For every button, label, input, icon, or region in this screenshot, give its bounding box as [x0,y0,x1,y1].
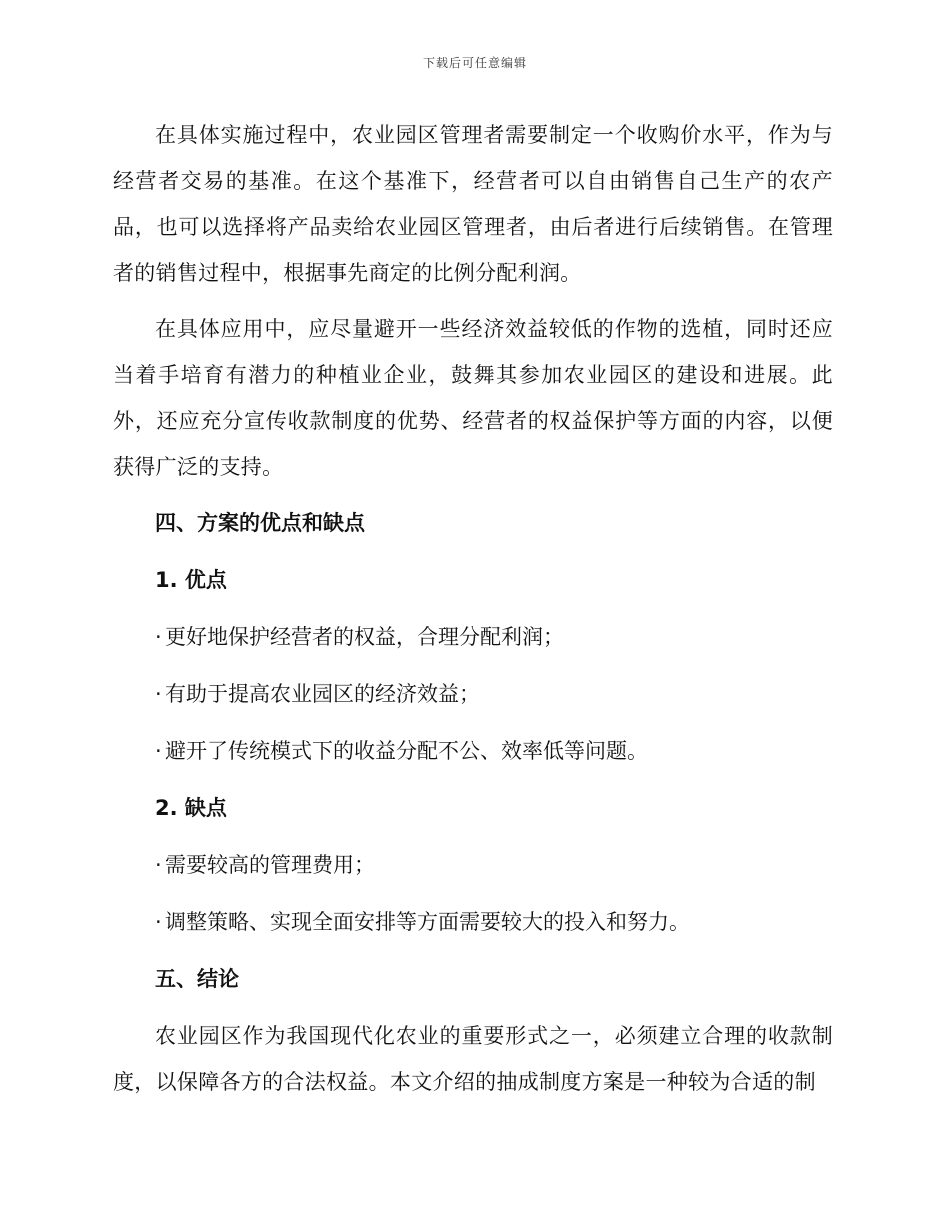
section-heading-conclusion: 五、结论 [155,967,239,991]
paragraph-application: 在具体应用中，应尽量避开一些经济效益较低的作物的选植，同时还应当着手培育有潜力的种植业企业，鼓舞其参加农业园区的建设和进展。此外，还应充分宣传收款制度的优势、经营者的权益保护等方面的内容，以便获得广泛的支持。 [113,317,833,479]
bullet-dot: · [155,853,162,877]
subheading-advantages: 1. 优点 [155,568,227,592]
bullet-dot: · [155,910,162,934]
list-item [155,671,833,717]
document-body [113,112,833,1115]
list-item-text: 需要较高的管理费用； [165,853,375,877]
list-item [155,614,833,660]
list-item-text: 有助于提高农业园区的经济效益； [165,682,480,706]
bullet-dot: · [155,625,162,649]
paragraph-implementation: 在具体实施过程中，农业园区管理者需要制定一个收购价水平，作为与经营者交易的基准。在这个基准下，经营者可以自由销售自己生产的农产品，也可以选择将产品卖给农业园区管理者，由后者进行后续销售。在管理者的销售过程中，根据事先商定的比例分配利润。 [113,123,833,285]
list-item [155,899,833,945]
paragraph-conclusion: 农业园区作为我国现代化农业的重要形式之一，必须建立合理的收款制度，以保障各方的合法权益。本文介绍的抽成制度方案是一种较为合适的制 [113,1024,833,1094]
section-heading-pros-cons: 四、方案的优点和缺点 [155,511,365,535]
list-item-text: 避开了传统模式下的收益分配不公、效率低等问题。 [165,739,648,763]
list-item [155,728,833,774]
page-header: 下载后可任意编辑 [422,56,527,70]
bullet-dot: · [155,739,162,763]
list-item-text: 更好地保护经营者的权益，合理分配利润； [165,625,564,649]
list-item-text: 调整策略、实现全面安排等方面需要较大的投入和努力。 [165,910,690,934]
list-item [155,842,833,888]
subheading-disadvantages: 2. 缺点 [155,796,227,820]
bullet-dot: · [155,682,162,706]
